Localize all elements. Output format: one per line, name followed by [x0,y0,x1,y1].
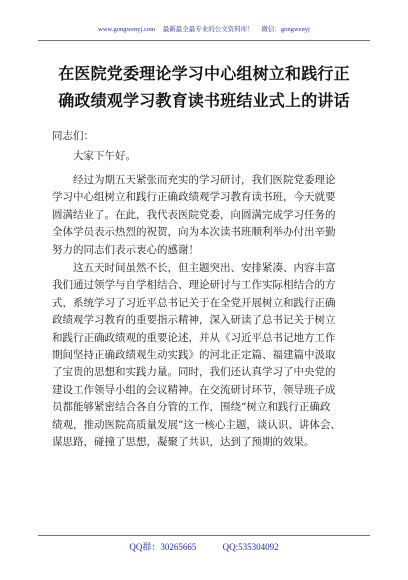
paragraph-line: 努力的同志们表示衷心的感谢！ [52,243,199,256]
page-footer [0,540,408,553]
paragraph-line: 了宝贵的思想和实践力量。同时，我们还认真学习了中央党的 [52,366,336,379]
header-wechat: 微信：gongwenyj [261,26,310,33]
paragraph-1 [52,148,362,165]
paragraph-line: 圆满结业了。在此，我代表医院党委，向圆满完成学习任务的 [52,208,336,221]
title-line-1: 在医院党委理论学习中心组树立和践行正 [58,64,350,83]
paragraph-line: 学习中心组树立和践行正确政绩观学习教育读书班，今天就要 [52,191,336,204]
paragraph-2 [52,172,362,259]
paragraph-line: 全体学员表示热烈的祝贺，向为本次读书班顺利举办付出辛勤 [52,226,336,239]
paragraph-line: 经过为期五天紧张而充实的学习研讨，我们医院党委理论 [73,174,336,186]
paragraph-line: 期间坚持正确政绩观生动实践》的河北正定篇、福建篇中汲取 [52,349,336,362]
paragraph-line: 式，系统学习了习近平总书记关于在全党开展树立和践行正确 [52,296,336,309]
paragraph-line: 谋思路，碰撞了思想，凝聚了共识，达到了预期的效果。 [52,436,315,449]
footer-divider [38,535,370,536]
footer-qq-group: QQ群：30265665 [129,542,197,552]
document-title [40,60,368,114]
paragraph-line: 和践行正确政绩观的重要论述，并从《习近平总书记地方工作 [52,331,336,344]
paragraph-line: 员都能够紧密结合各自分管的工作，围绕“树立和践行正确政 [52,401,331,414]
paragraph-line: 政绩观学习教育的重要指示精神，深入研读了总书记关于树立 [52,314,336,327]
salutation: 同志们： [52,130,94,142]
paragraph-line: 建设工作领导小组的会议精神。在交流研讨环节，领导班子成 [52,383,336,396]
page-header [0,24,408,33]
title-line-2: 确政绩观学习教育读书班结业式上的讲话 [58,91,350,110]
header-slogan: 最新最全最专业的公文资料库！ [162,26,254,33]
paragraph-line: 这五天时间虽然不长，但主题突出、安排紧凑、内容丰富 [73,262,336,274]
paragraph-3 [52,260,362,451]
paragraph-line: 我们通过领学与自学相结合、理论研讨与工作实际相结合的方 [52,279,336,292]
paragraph-line: 绩观，推动医院高质量发展”这一核心主题，谈认识、讲体会、 [52,418,341,431]
header-site-link[interactable]: www.gongwenyj.com [98,26,156,33]
header-divider [38,40,370,41]
paragraph-line: 大家下午好。 [73,150,136,162]
footer-qq: QQ:535304092 [222,542,279,552]
